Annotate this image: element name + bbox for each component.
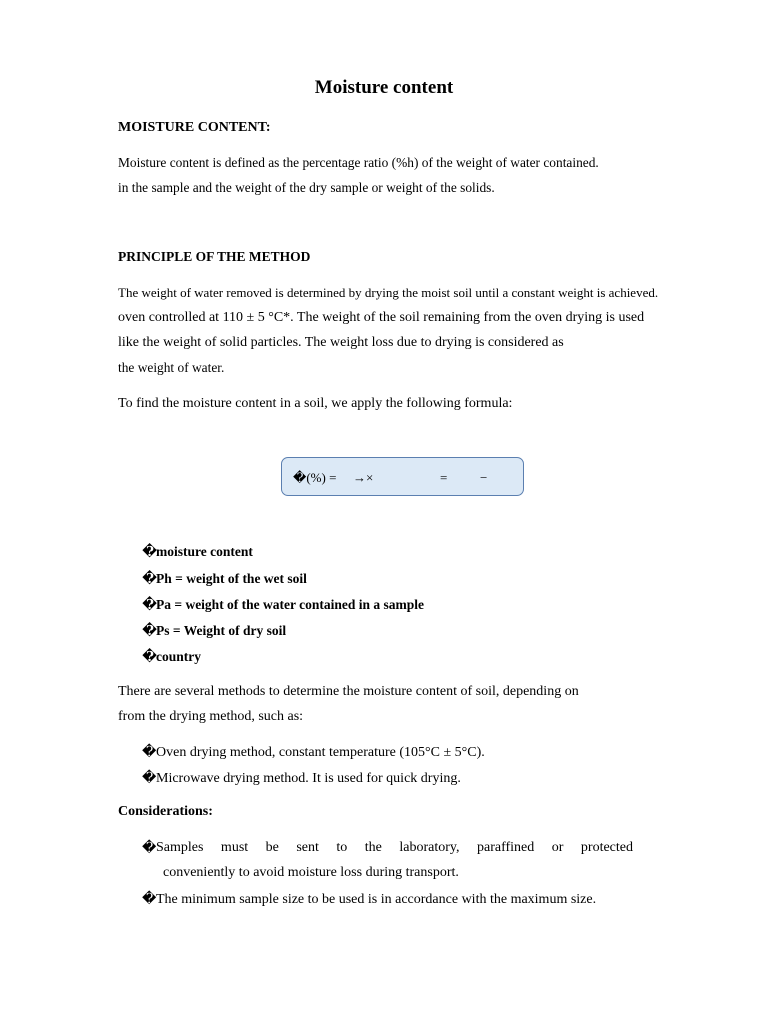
principle-line-2: oven controlled at 110 ± 5 °C*. The weight of the soil remaining from the oven drying is used bbox=[118, 310, 645, 325]
bullet-icon: � bbox=[142, 771, 157, 786]
formula-intro: To find the moisture content in a soil, we apply the following formula: bbox=[118, 396, 513, 411]
principle-line-3: like the weight of solid particles. The weight loss due to drying is considered as bbox=[118, 335, 564, 350]
definition-item: �Ph = weight of the wet soil bbox=[142, 571, 307, 586]
bullet-icon: � bbox=[142, 623, 158, 638]
bullet-icon: � bbox=[142, 745, 157, 760]
methods-intro-line-2: from the drying method, such as: bbox=[118, 709, 304, 724]
formula-equals: = bbox=[440, 470, 448, 485]
bullet-icon: � bbox=[142, 892, 157, 907]
method-item: �Microwave drying method. It is used for quick drying. bbox=[142, 771, 461, 786]
definition-item: �country bbox=[142, 649, 201, 664]
principle-line-1: The weight of water removed is determined by drying the moist soil until a constant weight is achieved. bbox=[118, 285, 659, 300]
consideration-item-1-line-1: Samples must be sent to the laboratory, paraffined or protected bbox=[156, 840, 633, 855]
formula-arrow: →× bbox=[353, 470, 374, 485]
consideration-item: �The minimum sample size to be used is in accordance with the maximum size. bbox=[142, 892, 597, 907]
methods-intro-line-1: There are several methods to determine the moisture content of soil, depending on bbox=[118, 684, 579, 699]
formula-minus: − bbox=[480, 470, 488, 485]
heading-considerations: Considerations: bbox=[118, 804, 213, 819]
consideration-bullet bbox=[142, 840, 156, 857]
formula-lhs: �(%) = bbox=[293, 470, 337, 485]
bullet-icon: � bbox=[142, 544, 158, 559]
bullet-icon: � bbox=[142, 649, 158, 664]
page-title: Moisture content bbox=[314, 77, 454, 98]
heading-principle: PRINCIPLE OF THE METHOD bbox=[118, 249, 311, 264]
definition-item: �Pa = weight of the water contained in a sample bbox=[142, 597, 425, 612]
definition-line-1: Moisture content is defined as the percentage ratio (%h) of the weight of water contained. bbox=[118, 155, 599, 170]
consideration-item-1-line-2: conveniently to avoid moisture loss during transport. bbox=[163, 865, 459, 880]
bullet-icon: � bbox=[142, 597, 158, 612]
heading-moisture-content: MOISTURE CONTENT: bbox=[118, 120, 271, 135]
bullet-icon: � bbox=[142, 571, 158, 586]
method-item: �Oven drying method, constant temperature (105°C ± 5°C). bbox=[142, 745, 485, 760]
principle-line-4: the weight of water. bbox=[118, 360, 225, 375]
formula-box bbox=[281, 457, 524, 496]
definition-line-2: in the sample and the weight of the dry sample or weight of the solids. bbox=[118, 180, 495, 195]
bullet-icon: � bbox=[142, 841, 157, 856]
definition-item: �Ps = Weight of dry soil bbox=[142, 623, 287, 638]
definition-item: �moisture content bbox=[142, 544, 253, 559]
